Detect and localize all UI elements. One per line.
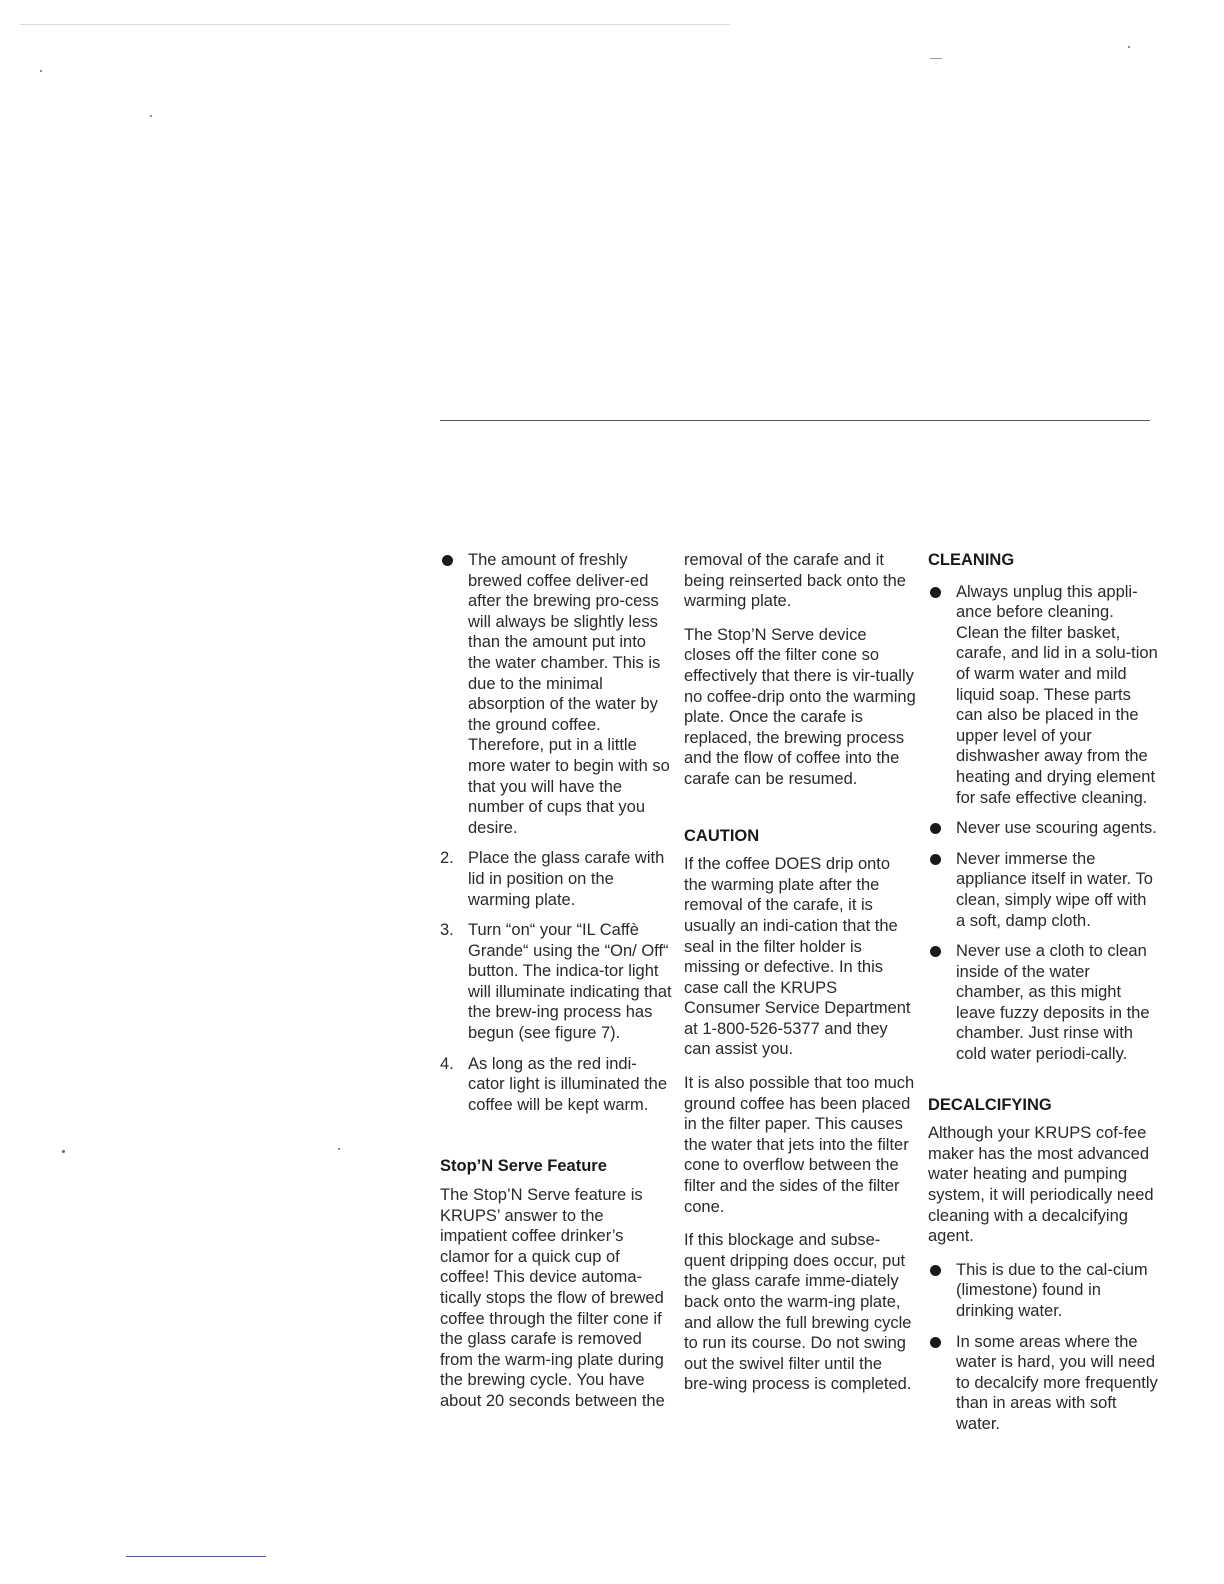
- stopnserve-paragraph: The Stop’N Serve feature is KRUPS’ answer to the impatient coffee drinker’s clamor for a quick cup of coffee! This device automa-tically stops the flow of brewed coffee through the filter cone if the glass carafe is removed from the warm-ing plate during the brewing cycle. You have about 20 seconds between the: [440, 1186, 665, 1410]
- caution-paragraph: It is also possible that too much ground coffee has been placed in the filter paper. This causes the water that jets into the filter cone to overflow between the filter and the sides of the filter cone.: [684, 1074, 915, 1216]
- scan-edge-line: [20, 24, 730, 25]
- scan-speck: [150, 115, 152, 117]
- step-text: As long as the red indi-cator light is illuminated the coffee will be kept warm.: [468, 1054, 668, 1114]
- step-number: 2.: [440, 849, 454, 868]
- bullet-text: Never use scouring agents.: [956, 819, 1157, 838]
- scan-speck: [1128, 46, 1130, 48]
- footer-line: [126, 1556, 266, 1557]
- list-item: [928, 1260, 1160, 1322]
- section-heading-decalcifying: DECALCIFYING: [928, 1095, 1052, 1114]
- section-heading-stopnserve: Stop’N Serve Feature: [440, 1157, 607, 1176]
- caution-paragraph: If this blockage and subse-quent dripping does occur, put the glass carafe imme-diately back onto the warm-ing plate, and allow the full brewing cycle to run its course. Do not swing out the swivel filter until the bre-wing process is completed.: [684, 1231, 912, 1394]
- bullet-text: This is due to the cal-cium (limestone) found in drinking water.: [956, 1260, 1148, 1320]
- paragraph: The Stop’N Serve device closes off the filter cone so effectively that there is vir-tually no coffee-drip onto the warming plate. Once the carafe is replaced, the brewing process and the flow of coffee into the carafe can be resumed.: [684, 625, 916, 788]
- scan-speck: [40, 70, 42, 72]
- bullet-icon: [442, 555, 453, 566]
- column-2: [684, 550, 916, 1408]
- step-item: [440, 920, 672, 1044]
- bullet-text: The amount of freshly brewed coffee deliver-ed after the brewing pro-cess will always be slightly less than the amount put into the water chamber. This is due to the minimal absorption of the water by the ground coffee. Therefore, put in a little more water to begin with so that you will have the number of cups that you desire.: [468, 551, 670, 837]
- caution-paragraph: If the coffee DOES drip onto the warming plate after the removal of the carafe, it is usually an indi-cation that the seal in the filter holder is missing or defective. In this case call the KRUPS Consumer Service Department at 1-800-526-5377 and they can assist you.: [684, 855, 911, 1059]
- bullet-icon: [930, 1265, 941, 1276]
- decalcifying-paragraph: Although your KRUPS cof-fee maker has the most advanced water heating and pumping system, it will periodically need cleaning with a decalcifying agent.: [928, 1124, 1154, 1246]
- step-number: 4.: [440, 1054, 454, 1073]
- step-text: Place the glass carafe with lid in position on the warming plate.: [468, 849, 665, 909]
- list-item: [928, 582, 1160, 809]
- bullet-icon: [930, 587, 941, 598]
- bullet-text: In some areas where the water is hard, you will need to decalcify more frequently than in areas with soft water.: [956, 1332, 1158, 1433]
- step-number: 3.: [440, 921, 454, 940]
- scan-speck: [930, 58, 942, 59]
- list-item: [928, 849, 1160, 931]
- section-heading-caution: CAUTION: [684, 826, 760, 845]
- bullet-text: Always unplug this appli-ance before cleaning. Clean the filter basket, carafe, and lid in a solu-tion of warm water and mild liquid soap. These parts can also be placed in the upper level of your dishwasher away from the heating and drying element for safe effective cleaning.: [956, 582, 1158, 807]
- scan-speck: [62, 1150, 65, 1153]
- step-item: [440, 1054, 672, 1116]
- list-item: [440, 550, 672, 838]
- step-item: [440, 848, 672, 910]
- section-heading-cleaning: CLEANING: [928, 551, 1015, 569]
- list-item: [928, 818, 1160, 839]
- list-item: [928, 941, 1160, 1065]
- step-text: Turn “on“ your “IL Caffè Grande“ using the “On/ Off“ button. The indica-tor light will illuminate indicating that the brew-ing process has begun (see figure 7).: [468, 921, 672, 1043]
- column-1: [440, 550, 672, 1425]
- bullet-icon: [930, 823, 941, 834]
- bullet-text: Never immerse the appliance itself in water. To clean, simply wipe off with a soft, damp cloth.: [956, 849, 1153, 930]
- list-item: [928, 1332, 1160, 1435]
- bullet-icon: [930, 1337, 941, 1348]
- scan-speck: [338, 1148, 340, 1150]
- column-3: [928, 550, 1160, 1445]
- bullet-icon: [930, 854, 941, 865]
- bullet-icon: [930, 946, 941, 957]
- paragraph: removal of the carafe and it being reinserted back onto the warming plate.: [684, 551, 906, 611]
- horizontal-rule: [440, 420, 1150, 421]
- bullet-text: Never use a cloth to clean inside of the water chamber, as this might leave fuzzy deposits in the chamber. Just rinse with cold water periodi-cally.: [956, 942, 1150, 1064]
